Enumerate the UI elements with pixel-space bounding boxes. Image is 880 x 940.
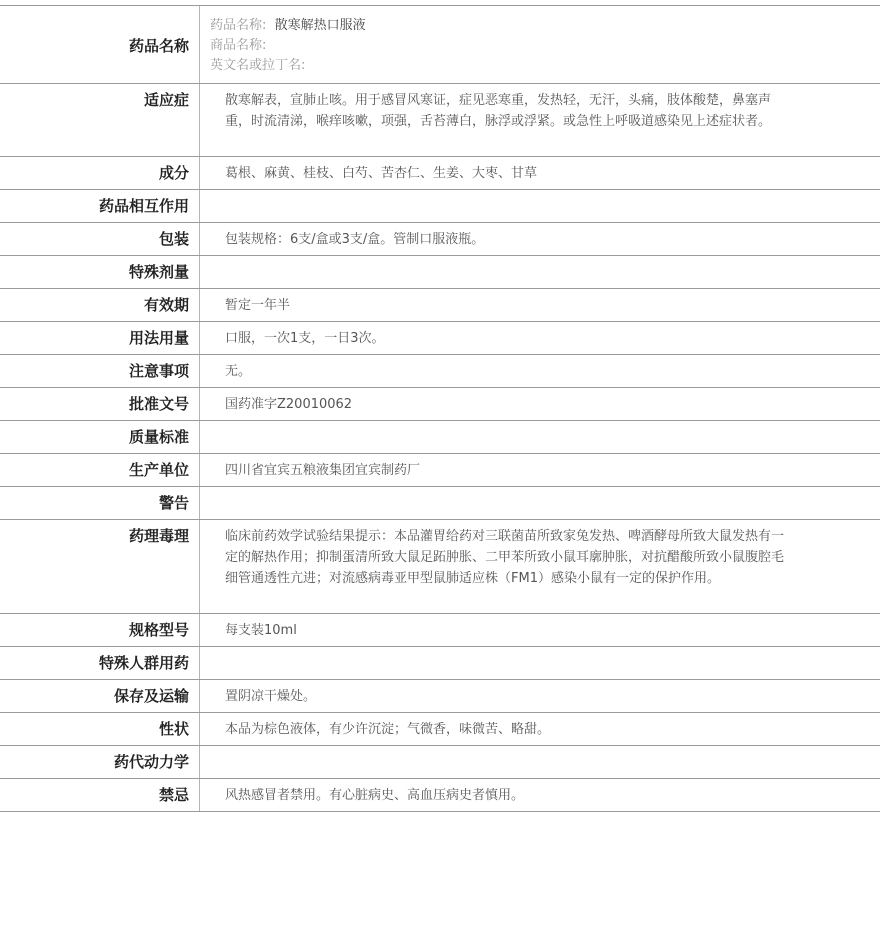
- row-value: 暂定一年半: [225, 298, 291, 313]
- row-label: 药品名称: [0, 6, 200, 83]
- row-label: 适应症: [0, 84, 200, 156]
- table-row: [0, 680, 880, 713]
- row-label: 用法用量: [0, 322, 200, 354]
- row-label: 警告: [0, 487, 200, 519]
- row-value: 葛根、麻黄、桂枝、白芍、苦杏仁、生姜、大枣、甘草: [225, 166, 538, 181]
- drug-name-block: [200, 6, 880, 83]
- row-label: 特殊剂量: [0, 256, 200, 288]
- row-label: 包装: [0, 223, 200, 255]
- table-row: [0, 746, 880, 779]
- row-value: 置阴凉干燥处。: [225, 689, 317, 704]
- row-label: 成分: [0, 157, 200, 189]
- table-row: [0, 223, 880, 256]
- row-value: 每支装10ml: [225, 623, 297, 638]
- row-label: 禁忌: [0, 779, 200, 811]
- table-row: [0, 322, 880, 355]
- table-row: [0, 421, 880, 454]
- row-value: [200, 190, 880, 222]
- trade-name-line: [210, 36, 860, 56]
- row-value: [200, 256, 880, 288]
- row-value: [200, 746, 880, 778]
- row-value: 口服，一次1支，一日3次。: [225, 331, 385, 346]
- generic-name-key: 药品名称:: [210, 18, 267, 33]
- table-row: [0, 190, 880, 223]
- table-row: [0, 520, 880, 614]
- table-row: [0, 713, 880, 746]
- row-label: 保存及运输: [0, 680, 200, 712]
- table-row: [0, 289, 880, 322]
- row-value: 无。: [225, 364, 252, 379]
- table-row: [0, 454, 880, 487]
- row-value: 四川省宜宾五粮液集团宜宾制药厂: [225, 463, 421, 478]
- row-label: 批准文号: [0, 388, 200, 420]
- table-row: [0, 256, 880, 289]
- row-value: 本品为棕色液体，有少许沉淀；气微香，味微苦、略甜。: [225, 722, 551, 737]
- row-label: 生产单位: [0, 454, 200, 486]
- table-row: [0, 614, 880, 647]
- table-row: [0, 157, 880, 190]
- generic-name-line: [210, 16, 860, 36]
- latin-name-key: 英文名或拉丁名:: [210, 58, 306, 73]
- row-label: 药代动力学: [0, 746, 200, 778]
- table-row: [0, 84, 880, 157]
- row-label: 规格型号: [0, 614, 200, 646]
- table-row: [0, 487, 880, 520]
- trade-name-key: 商品名称:: [210, 38, 267, 53]
- table-row: [0, 779, 880, 812]
- row-value: [200, 647, 880, 679]
- row-value: [200, 487, 880, 519]
- generic-name-value: 散寒解热口服液: [274, 18, 366, 33]
- row-label: 有效期: [0, 289, 200, 321]
- row-label: 质量标准: [0, 421, 200, 453]
- table-row: [0, 647, 880, 680]
- row-value: 风热感冒者禁用。有心脏病史、高血压病史者慎用。: [225, 788, 525, 803]
- table-row: [0, 388, 880, 421]
- row-value: 国药准字Z20010062: [225, 397, 353, 412]
- row-label: 特殊人群用药: [0, 647, 200, 679]
- row-label: 药理毒理: [0, 520, 200, 613]
- latin-name-line: [210, 56, 860, 76]
- row-label: 性状: [0, 713, 200, 745]
- row-label: 药品相互作用: [0, 190, 200, 222]
- drug-info-table: [0, 5, 880, 812]
- row-value: 临床前药效学试验结果提示：本品灌胃给药对三联菌苗所致家兔发热、啤酒酵母所致大鼠发热有一定的解热作用；抑制蛋清所致大鼠足跖肿胀、二甲苯所致小鼠耳廓肿胀，对抗醋酸所致小鼠腹腔毛细管通透性亢进；对流感病毒亚甲型鼠肺适应株（FM1）感染小鼠有一定的保护作用。: [225, 529, 785, 586]
- row-label: 注意事项: [0, 355, 200, 387]
- table-row: [0, 355, 880, 388]
- row-value: [200, 421, 880, 453]
- row-value: 包装规格：6支/盒或3支/盒。管制口服液瓶。: [225, 232, 485, 247]
- row-value: 散寒解表，宣肺止咳。用于感冒风寒证，症见恶寒重，发热轻，无汗，头痛，肢体酸楚，鼻塞声重，时流清涕，喉痒咳嗽，项强，舌苔薄白，脉浮或浮紧。或急性上呼吸道感染见上述症状者。: [225, 93, 772, 129]
- table-row-drug-name: [0, 5, 880, 84]
